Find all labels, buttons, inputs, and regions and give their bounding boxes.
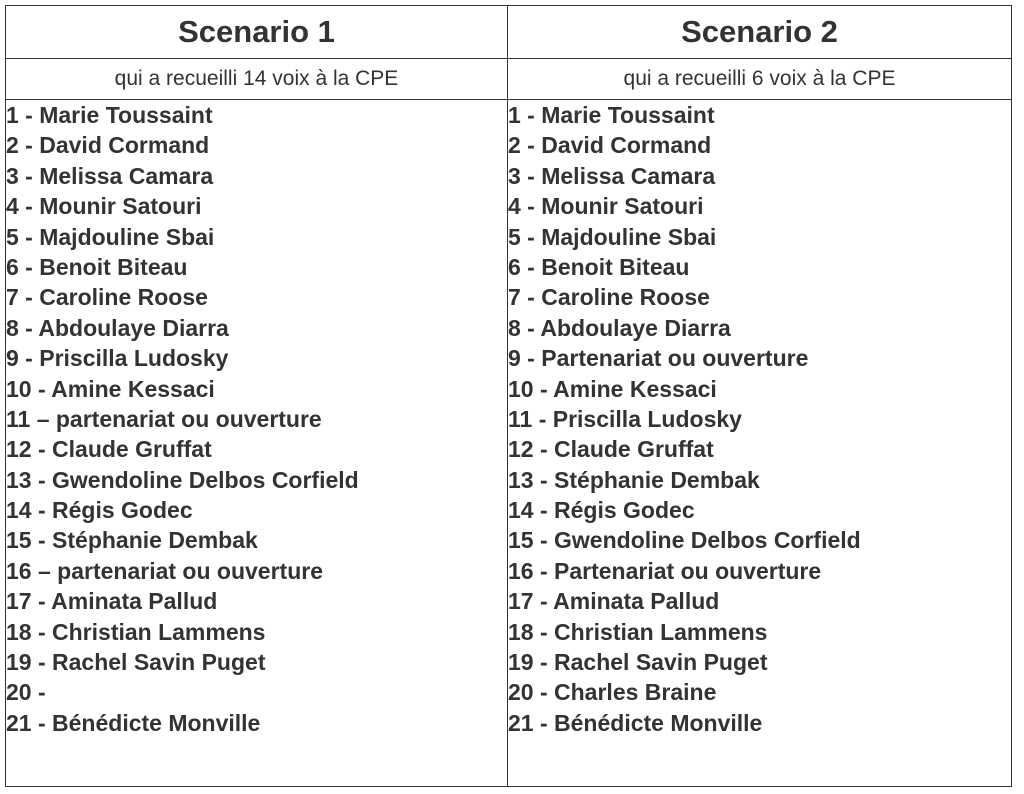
list-item: 1 - Marie Toussaint: [6, 102, 213, 128]
list-item: 4 - Mounir Satouri: [6, 193, 202, 220]
title-row: [6, 6, 1012, 59]
list-item: 13 - Gwendoline Delbos Corfield: [6, 466, 359, 493]
list-item: 12 - Claude Gruffat: [508, 436, 714, 463]
scenario2-subtitle: qui a recueilli 6 voix à la CPE: [508, 59, 1012, 100]
list-item: 12 - Claude Gruffat: [6, 436, 212, 463]
list-item: 4 - Mounir Satouri: [508, 193, 704, 220]
list-item: 1 - Marie Toussaint: [508, 102, 715, 128]
list-item: 14 - Régis Godec: [508, 497, 695, 524]
list-item: 20 -: [6, 679, 46, 706]
list-item: 21 - Bénédicte Monville: [508, 709, 763, 736]
list-item: 3 - Melissa Camara: [508, 162, 716, 189]
list-item: 8 - Abdoulaye Diarra: [508, 314, 731, 341]
list-item: 5 - Majdouline Sbai: [6, 223, 215, 250]
list-item: 8 - Abdoulaye Diarra: [6, 314, 229, 341]
list-item: 9 - Priscilla Ludosky: [6, 345, 229, 372]
scenario1-subtitle: qui a recueilli 14 voix à la CPE: [6, 59, 508, 100]
list-item: 9 - Partenariat ou ouverture: [508, 345, 809, 372]
scenario1-list-cell: [6, 100, 508, 787]
subtitle-row: [6, 59, 1012, 100]
list-item: 5 - Majdouline Sbai: [508, 223, 717, 250]
list-item: 10 - Amine Kessaci: [6, 375, 215, 402]
list-item: 16 - Partenariat ou ouverture: [508, 557, 822, 584]
list-item: 19 - Rachel Savin Puget: [508, 649, 768, 676]
list-item: 17 - Aminata Pallud: [6, 588, 218, 615]
scenario1-title: Scenario 1: [6, 6, 508, 59]
list-item: 18 - Christian Lammens: [6, 618, 266, 645]
list-item: 19 - Rachel Savin Puget: [6, 649, 266, 676]
list-item: 15 - Stéphanie Dembak: [6, 527, 258, 554]
scenario2-title: Scenario 2: [508, 6, 1012, 59]
scenario1-candidate-list: [6, 100, 507, 738]
list-item: 16 – partenariat ou ouverture: [6, 557, 323, 584]
list-item: 6 - Benoit Biteau: [6, 253, 188, 280]
list-item: 3 - Melissa Camara: [6, 162, 214, 189]
scenario2-list-cell: [508, 100, 1012, 787]
list-item: 13 - Stéphanie Dembak: [508, 466, 760, 493]
list-item: 10 - Amine Kessaci: [508, 375, 717, 402]
list-item: 18 - Christian Lammens: [508, 618, 768, 645]
list-item: 7 - Caroline Roose: [508, 284, 710, 311]
list-item: 17 - Aminata Pallud: [508, 588, 720, 615]
list-row: [6, 100, 1012, 787]
list-item: 14 - Régis Godec: [6, 497, 193, 524]
list-item: 2 - David Cormand: [508, 132, 712, 159]
list-item: 11 - Priscilla Ludosky: [508, 405, 742, 432]
list-item: 2 - David Cormand: [6, 132, 210, 159]
scenario2-candidate-list: [508, 100, 1011, 738]
list-item: 6 - Benoit Biteau: [508, 253, 690, 280]
list-item: 11 – partenariat ou ouverture: [6, 405, 322, 432]
list-item: 7 - Caroline Roose: [6, 284, 208, 311]
list-item: 20 - Charles Braine: [508, 679, 717, 706]
list-item: 15 - Gwendoline Delbos Corfield: [508, 527, 861, 554]
list-item: 21 - Bénédicte Monville: [6, 709, 261, 736]
scenarios-table: [5, 5, 1012, 787]
